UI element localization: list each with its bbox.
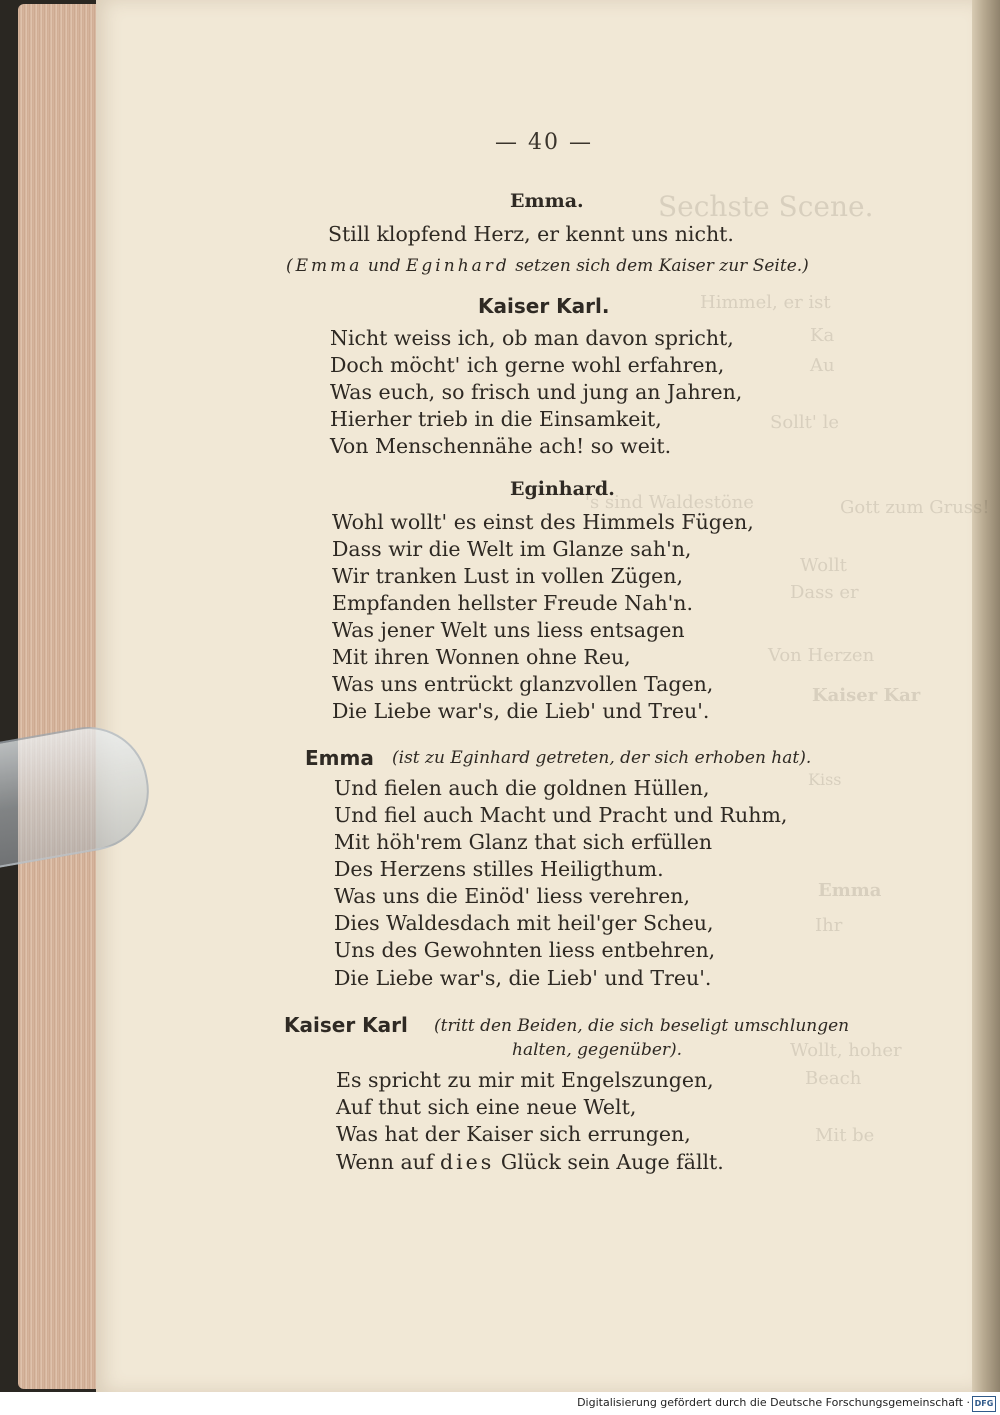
bleed-through-line: Gott zum Gruss! bbox=[840, 497, 990, 518]
verse-line: Was euch, so frisch und jung an Jahren, bbox=[330, 380, 743, 404]
stage-direction: (tritt den Beiden, die sich beseligt umschlungen bbox=[434, 1016, 850, 1036]
bleed-through-line: Himmel, er ist bbox=[700, 292, 831, 313]
verse-line: Die Liebe war's, die Lieb' und Treu'. bbox=[332, 699, 710, 723]
verse-line: Von Menschennähe ach! so weit. bbox=[330, 434, 672, 458]
stage-direction: (ist zu Eginhard getreten, der sich erhoben hat). bbox=[392, 748, 812, 768]
verse-line: Nicht weiss ich, ob man davon spricht, bbox=[330, 326, 734, 350]
bleed-through-line: 's sind Waldestöne bbox=[585, 492, 754, 513]
verse-line: Auf thut sich eine neue Welt, bbox=[336, 1095, 637, 1119]
dfg-logo-icon: DFG bbox=[972, 1396, 996, 1412]
verse-line: Was uns entrückt glanzvollen Tagen, bbox=[332, 672, 714, 696]
speaker-name: Eginhard. bbox=[510, 478, 615, 500]
verse-part: Glück sein Auge fällt. bbox=[500, 1150, 724, 1174]
verse-part: dies bbox=[440, 1150, 495, 1174]
verse-part: Wenn auf bbox=[336, 1150, 434, 1174]
verse-line: Die Liebe war's, die Lieb' und Treu'. bbox=[334, 966, 712, 990]
verse-line: Empfanden hellster Freude Nah'n. bbox=[332, 591, 694, 615]
direction-part: (Emma bbox=[286, 256, 363, 276]
bleed-through-line: Beach bbox=[805, 1068, 862, 1089]
verse-line: Hierher trieb in die Einsamkeit, bbox=[330, 407, 662, 431]
verse-line: Es spricht zu mir mit Engelszungen, bbox=[336, 1068, 714, 1092]
speaker-name: Emma bbox=[305, 746, 374, 770]
verse-line: Uns des Gewohnten liess entbehren, bbox=[334, 938, 716, 962]
book-right-edge bbox=[972, 0, 1000, 1392]
bleed-through-line: Von Herzen bbox=[768, 645, 875, 666]
stage-direction: halten, gegenüber). bbox=[512, 1040, 683, 1060]
bleed-through-line: Mit be bbox=[815, 1125, 875, 1146]
bleed-through-line: Emma bbox=[818, 880, 882, 901]
stage-direction bbox=[286, 256, 809, 276]
verse-line: Dass wir die Welt im Glanze sah'n, bbox=[332, 537, 692, 561]
bleed-through-heading: Sechste Scene. bbox=[658, 190, 874, 223]
verse-line bbox=[336, 1150, 724, 1174]
verse-line: Und fiel auch Macht und Pracht und Ruhm, bbox=[334, 803, 788, 827]
verse-line: Still klopfend Herz, er kennt uns nicht. bbox=[328, 222, 734, 246]
verse-line: Was jener Welt uns liess entsagen bbox=[332, 618, 685, 642]
page-number: — 40 — bbox=[495, 130, 593, 155]
verse-line: Des Herzens stilles Heiligthum. bbox=[334, 857, 664, 881]
bleed-through-line: Ka bbox=[810, 325, 835, 346]
verse-line: Wohl wollt' es einst des Himmels Fügen, bbox=[332, 510, 754, 534]
bleed-through-line: Dass er bbox=[790, 582, 859, 603]
page-stack-edge bbox=[18, 4, 108, 1389]
verse-line: Was uns die Einöd' liess verehren, bbox=[334, 884, 690, 908]
verse-line: Mit ihren Wonnen ohne Reu, bbox=[332, 645, 631, 669]
verse-line: Dies Waldesdach mit heil'ger Scheu, bbox=[334, 911, 714, 935]
bleed-through-line: Au bbox=[810, 355, 835, 376]
direction-part: und bbox=[367, 256, 401, 276]
bleed-through-line: Sollt' le bbox=[770, 412, 839, 433]
bleed-through-line: Ihr bbox=[815, 915, 843, 936]
speaker-name: Emma. bbox=[510, 190, 584, 212]
direction-part: Eginhard bbox=[406, 256, 510, 276]
bleed-through-line: Wollt, hoher bbox=[790, 1040, 902, 1061]
verse-line: Was hat der Kaiser sich errungen, bbox=[336, 1122, 691, 1146]
footer-credit: Digitalisierung gefördert durch die Deutsche Forschungsgemeinschaft · bbox=[577, 1396, 970, 1409]
bleed-through-line: Wollt bbox=[800, 555, 847, 576]
verse-line: Und fielen auch die goldnen Hüllen, bbox=[334, 776, 710, 800]
direction-part: setzen sich dem Kaiser zur Seite.) bbox=[515, 256, 809, 276]
verse-line: Doch möcht' ich gerne wohl erfahren, bbox=[330, 353, 725, 377]
speaker-name: Kaiser Karl bbox=[284, 1013, 408, 1037]
verse-line: Wir tranken Lust in vollen Zügen, bbox=[332, 564, 683, 588]
verse-line: Mit höh'rem Glanz that sich erfüllen bbox=[334, 830, 713, 854]
speaker-name: Kaiser Karl. bbox=[478, 294, 610, 318]
bleed-through-line: Kaiser Kar bbox=[812, 685, 921, 706]
bleed-through-line: Kiss bbox=[808, 770, 842, 789]
